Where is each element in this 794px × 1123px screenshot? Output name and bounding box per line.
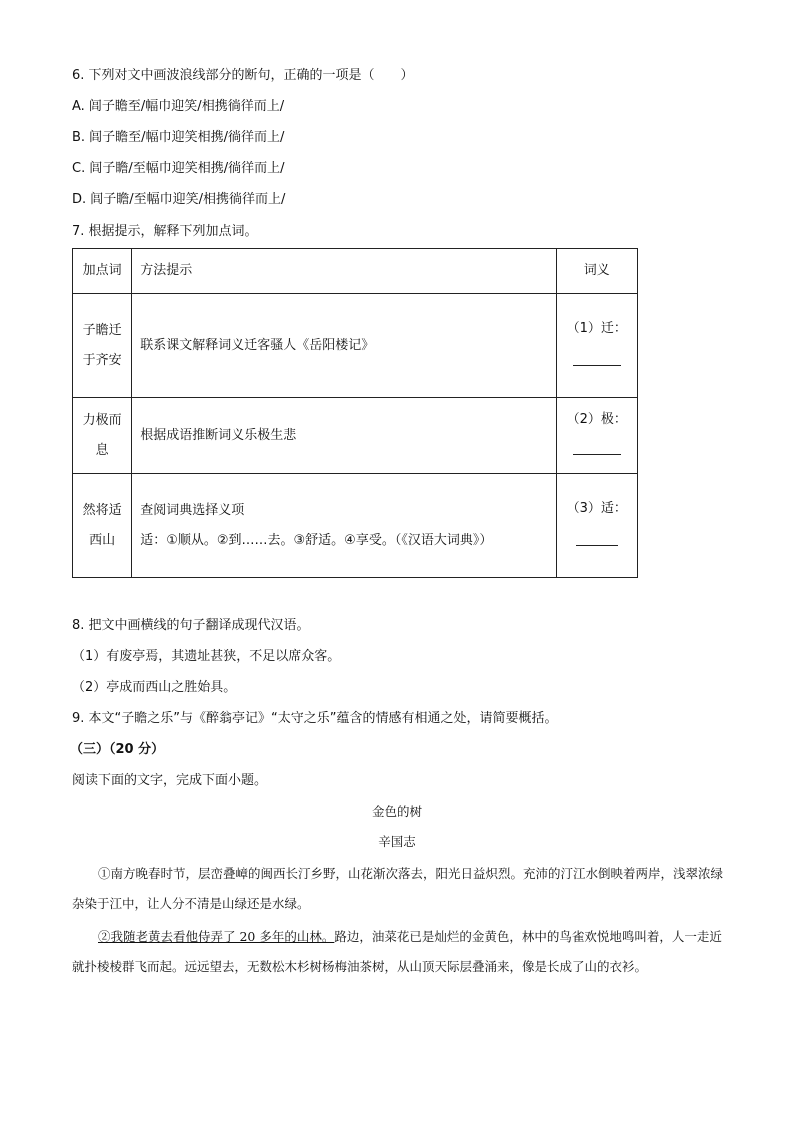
word-line: 西山 (89, 532, 116, 548)
q8-stem: 8. 把文中画横线的句子翻译成现代汉语。 (72, 618, 310, 633)
hint-cell (132, 398, 556, 474)
meaning-cell (556, 294, 637, 398)
q6-stem: 6. 下列对文中画波浪线部分的断句，正确的一项是（ ） (72, 68, 414, 83)
word-cell (73, 294, 132, 398)
meaning-label: （1）迁： (566, 320, 627, 336)
q9-stem: 9. 本文“子瞻之乐”与《醉翁亭记》“太守之乐”蕴含的情感有相通之处，请简要概括。 (72, 711, 558, 726)
answer-blank[interactable] (576, 531, 618, 546)
answer-blank[interactable] (573, 440, 621, 455)
q8-item-2: （2）亭成而西山之胜始具。 (72, 680, 237, 695)
header-hint: 方法提示 (132, 249, 556, 294)
q6-option-d: D. 闾子瞻/至幅巾迎笑/相携徜徉而上/ (72, 192, 286, 207)
meaning-label: （2）极： (566, 411, 627, 427)
q6-option-a: A. 闾子瞻至/幅巾迎笑/相携徜徉而上/ (72, 99, 285, 114)
word-line: 息 (95, 442, 109, 458)
hint-text: 根据成语推断词义乐极生悲 (140, 427, 297, 443)
table-row (73, 474, 638, 578)
word-line: 于齐安 (82, 352, 122, 368)
header-word: 加点词 (73, 249, 132, 294)
word-cell (73, 398, 132, 474)
article-title: 金色的树 (371, 804, 422, 819)
hint-text: 适：①顺从。②到……去。③舒适。④享受。（《汉语大词典》） (140, 532, 493, 548)
q6-option-b: B. 闾子瞻至/幅巾迎笑相携/徜徉而上/ (72, 130, 285, 145)
section-instruction: 阅读下面的文字，完成下面小题。 (72, 773, 268, 788)
word-cell (73, 474, 132, 578)
hint-text: 联系课文解释词义迁客骚人《岳阳楼记》 (140, 337, 375, 353)
word-line: 子瞻迁 (82, 322, 122, 338)
q8-item-1: （1）有废亭焉，其遗址甚狭，不足以席众客。 (72, 649, 341, 664)
article-author: 辛国志 (378, 834, 416, 849)
word-line: 力极而 (82, 412, 122, 428)
hint-cell (132, 474, 556, 578)
underlined-sentence: ②我随老黄去看他侍弄了 20 多年的山林。 (98, 929, 335, 944)
hint-cell (132, 294, 556, 398)
table-row (73, 294, 638, 398)
paragraph-text: 路边，油菜花已是灿烂的金黄色，林中的鸟雀欢悦地鸣叫着，人一走近就扑棱棱群飞而起。远远望去，无数松木杉树杨梅油茶树，从山顶天际层叠涌来，像是长成了山的衣衫。 (72, 929, 722, 974)
meaning-cell (556, 474, 637, 578)
header-meaning: 词义 (556, 249, 637, 294)
table-header-row (73, 249, 638, 294)
section-heading: （三）（20 分） (70, 742, 165, 757)
vocab-table (72, 248, 638, 578)
meaning-label: （3）适： (566, 500, 627, 516)
table-row (73, 398, 638, 474)
answer-blank[interactable] (573, 351, 621, 366)
word-line: 然将适 (82, 502, 122, 518)
article-paragraph-2 (72, 922, 724, 982)
article-paragraph-1: ①南方晚春时节，层峦叠嶂的闽西长汀乡野，山花渐次落去，阳光日益炽烈。充沛的汀江水倒映着两岸，浅翠浓绿杂染于江中，让人分不清是山绿还是水绿。 (72, 866, 724, 911)
meaning-cell (556, 398, 637, 474)
q6-option-c: C. 闾子瞻/至幅巾迎笑相携/徜徉而上/ (72, 161, 285, 176)
hint-text: 查阅词典选择义项 (140, 502, 245, 518)
q7-stem: 7. 根据提示，解释下列加点词。 (72, 224, 258, 239)
